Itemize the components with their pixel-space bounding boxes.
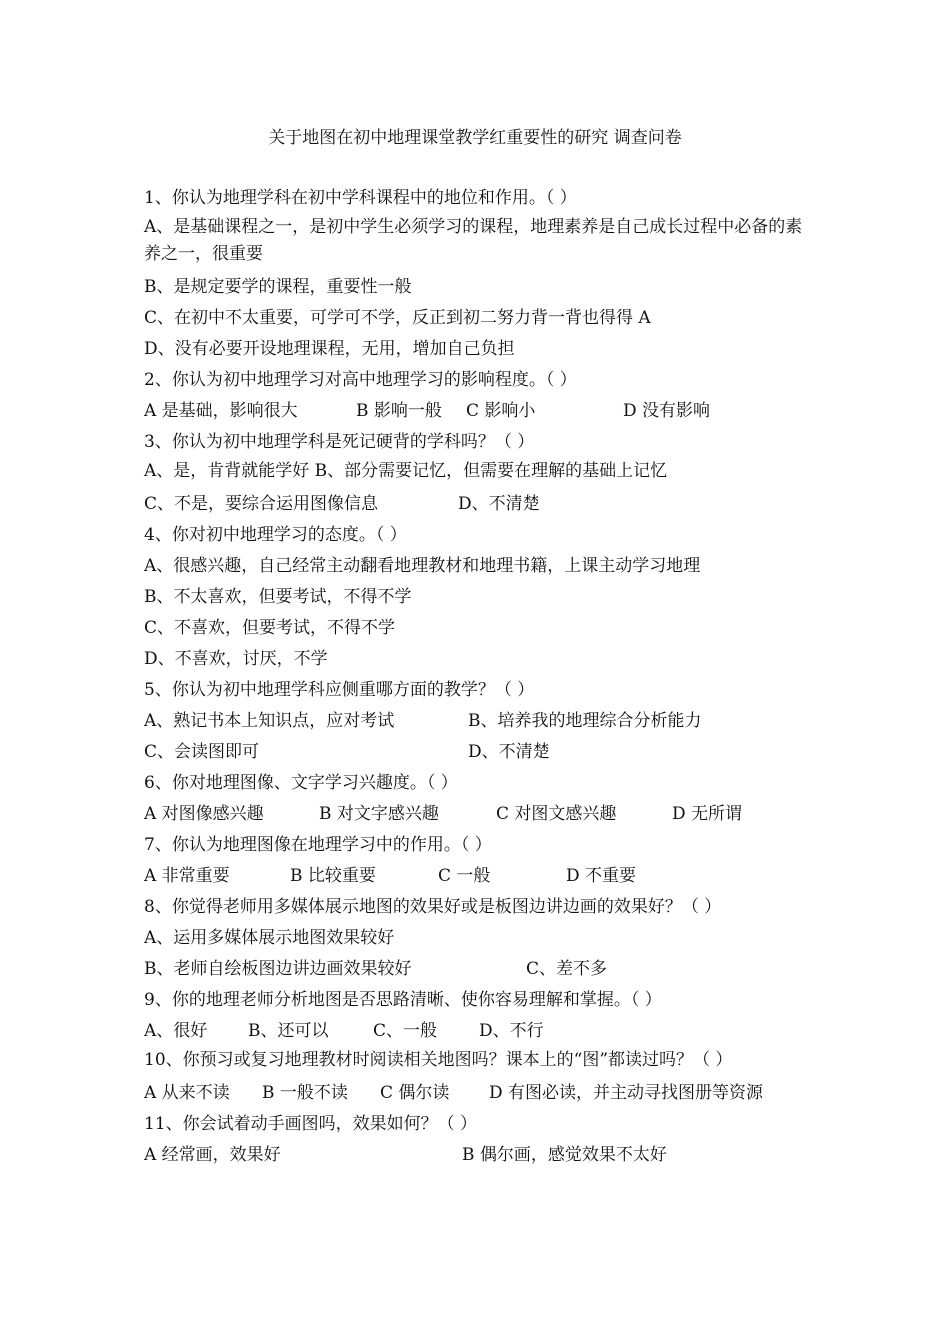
q6-option-a: A 对图像感兴趣 — [144, 804, 264, 824]
q4-option-b: B、不太喜欢，但要考试，不得不学 — [144, 587, 412, 607]
q4-option-a: A、很感兴趣，自己经常主动翻看地理教材和地理书籍，上课主动学习地理 — [144, 556, 701, 576]
q7-option-a: A 非常重要 — [144, 866, 230, 886]
q5-option-d: D、不清楚 — [468, 742, 550, 762]
q2-option-d: D 没有影响 — [623, 401, 711, 421]
q10-option-c: C 偶尔读 — [380, 1083, 450, 1103]
q7-option-d: D 不重要 — [566, 866, 637, 886]
q7-options — [144, 861, 814, 892]
q2-options — [144, 396, 814, 427]
question-1: 1、你认为地理学科在初中学科课程中的地位和作用。（ ） — [144, 188, 577, 208]
q7-option-b: B 比较重要 — [290, 866, 376, 886]
questionnaire-body — [144, 183, 814, 1171]
q3-option-d: D、不清楚 — [458, 494, 540, 514]
q5-option-c: C、会读图即可 — [144, 742, 260, 762]
q9-option-a: A、很好 — [144, 1021, 208, 1041]
question-10: 10、你预习或复习地理教材时阅读相关地图吗？课本上的“图”都读过吗？（ ） — [144, 1050, 733, 1070]
q3-option-ab: A、是，肯背就能学好 B、部分需要记忆，但需要在理解的基础上记忆 — [144, 461, 668, 481]
q6-option-b: B 对文字感兴趣 — [319, 804, 439, 824]
question-9: 9、你的地理老师分析地图是否思路清晰、使你容易理解和掌握。（ ） — [144, 990, 662, 1010]
q2-option-a: A 是基础，影响很大 — [144, 401, 298, 421]
question-5: 5、你认为初中地理学科应侧重哪方面的教学？（ ） — [144, 680, 535, 700]
q5-option-b: B、培养我的地理综合分析能力 — [468, 711, 702, 731]
question-7: 7、你认为地理图像在地理学习中的作用。（ ） — [144, 835, 492, 855]
q1-option-c: C、在初中不太重要，可学可不学，反正到初二努力背一背也得得 A — [144, 308, 651, 328]
q8-option-c: C、差不多 — [526, 959, 608, 979]
q10-option-d: D 有图必读，并主动寻找图册等资源 — [489, 1083, 764, 1103]
q2-option-c: C 影响小 — [466, 401, 536, 421]
question-4: 4、你对初中地理学习的态度。（ ） — [144, 525, 407, 545]
q9-option-c: C、一般 — [373, 1021, 438, 1041]
q8-option-a: A、运用多媒体展示地图效果较好 — [144, 928, 395, 948]
question-11: 11、你会试着动手画图吗，效果如何？（ ） — [144, 1114, 478, 1134]
q2-option-b: B 影响一般 — [356, 401, 442, 421]
q3-option-c: C、不是，要综合运用图像信息 — [144, 494, 379, 514]
page-title: 关于地图在初中地理课堂教学红重要性的研究 调查问卷 — [268, 128, 682, 148]
q5-option-a: A、熟记书本上知识点，应对考试 — [144, 711, 395, 731]
q11-option-b: B 偶尔画，感觉效果不太好 — [462, 1145, 667, 1165]
q9-option-d: D、不行 — [479, 1021, 544, 1041]
q1-option-a: A、是基础课程之一，是初中学生必须学习的课程，地理素养是自己成长过程中必备的素养之一，很重要 — [144, 217, 803, 264]
q11-options — [144, 1140, 814, 1171]
q10-option-b: B 一般不读 — [262, 1083, 348, 1103]
q4-option-d: D、不喜欢，讨厌，不学 — [144, 649, 328, 669]
q4-option-c: C、不喜欢，但要考试，不得不学 — [144, 618, 396, 638]
q3-options-cd — [144, 489, 814, 520]
q9-option-b: B、还可以 — [248, 1021, 329, 1041]
q10-option-a: A 从来不读 — [144, 1083, 230, 1103]
q5-options-ab — [144, 706, 814, 737]
q6-option-c: C 对图文感兴趣 — [496, 804, 617, 824]
q9-options — [144, 1016, 814, 1047]
question-6: 6、你对地理图像、文字学习兴趣度。（ ） — [144, 773, 458, 793]
q1-option-d: D、没有必要开设地理课程，无用，增加自己负担 — [144, 339, 515, 359]
q6-options — [144, 799, 814, 830]
question-2: 2、你认为初中地理学习对高中地理学习的影响程度。（ ） — [144, 370, 577, 390]
q5-options-cd — [144, 737, 814, 768]
q1-option-b: B、是规定要学的课程，重要性一般 — [144, 277, 412, 297]
question-8: 8、你觉得老师用多媒体展示地图的效果好或是板图边讲边画的效果好？（ ） — [144, 897, 722, 917]
q6-option-d: D 无所谓 — [672, 804, 743, 824]
q7-option-c: C 一般 — [438, 866, 491, 886]
question-3: 3、你认为初中地理学科是死记硬背的学科吗？（ ） — [144, 432, 535, 452]
q8-option-b: B、老师自绘板图边讲边画效果较好 — [144, 959, 412, 979]
q11-option-a: A 经常画，效果好 — [144, 1145, 281, 1165]
q8-options-bc — [144, 954, 814, 985]
q10-options — [144, 1078, 814, 1109]
